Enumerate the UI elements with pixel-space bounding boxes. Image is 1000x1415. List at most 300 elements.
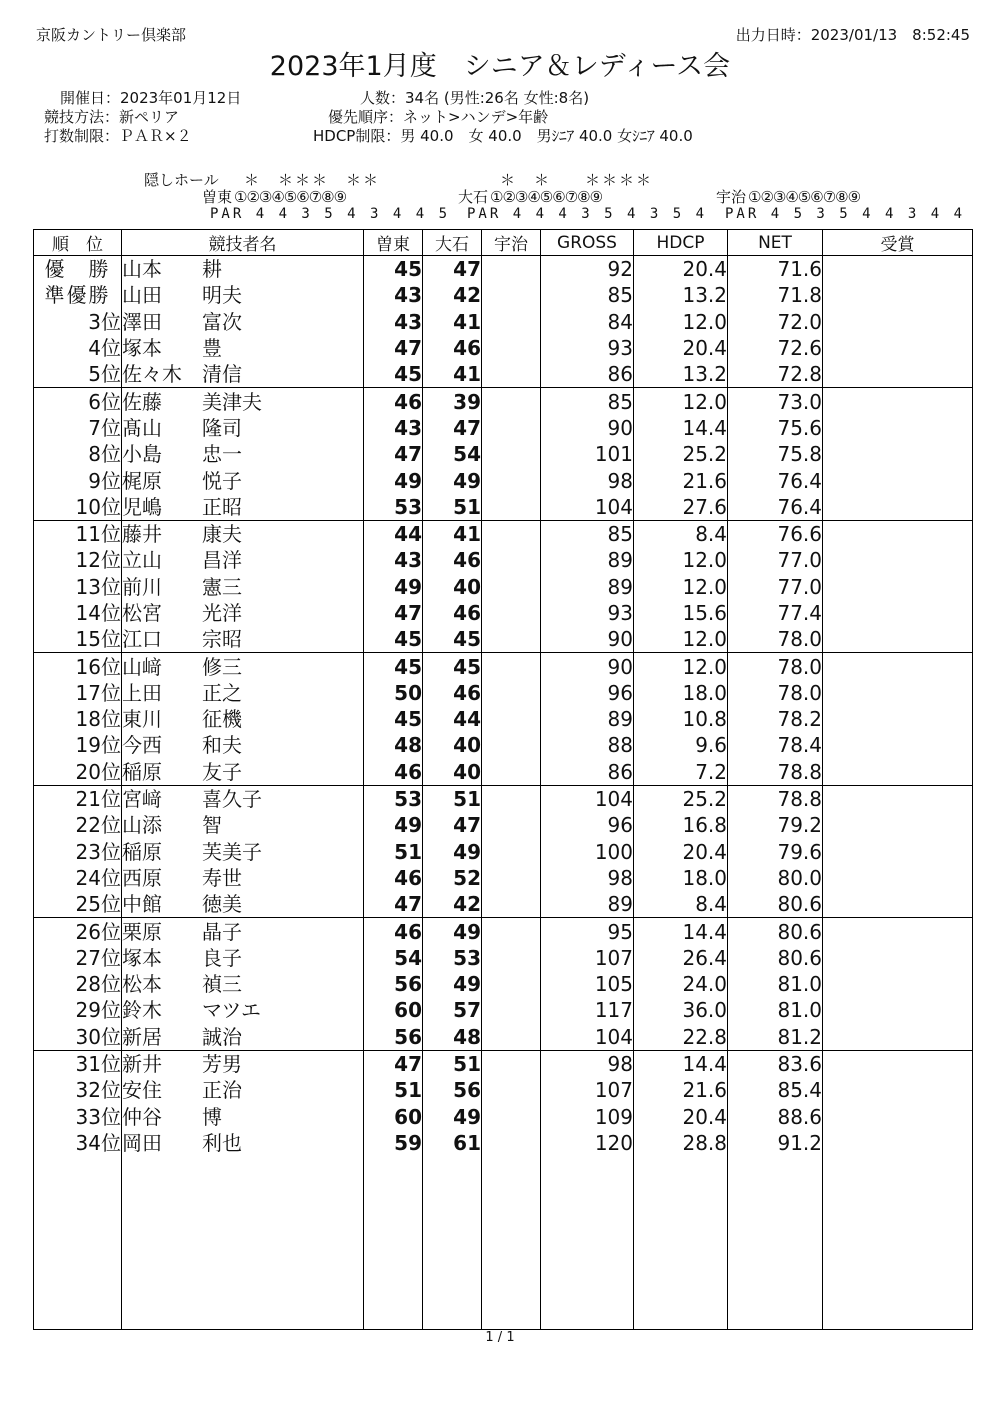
table-row [34,680,973,706]
family-name: 佐藤 [122,389,162,414]
sone-score-cell: 45 [364,626,423,653]
hdcp-cell: 12.0 [634,309,728,335]
player-name-cell [122,1130,364,1156]
event-date: 開催日：2023年01月12日 [60,89,242,107]
uji-score-cell [482,918,541,945]
oishi-score-cell: 40 [423,732,482,758]
oishi-score-cell: 41 [423,520,482,547]
results-body [34,256,973,1330]
gross-cell: 107 [541,1077,634,1103]
uji-score-cell [482,309,541,335]
uji-score-cell [482,1077,541,1103]
hole-numbers: ①②③④⑤⑥⑦⑧⑨ [490,188,603,206]
gross-cell: 86 [541,361,634,388]
printed-value: 2023/01/13 8:52:45 [810,26,970,44]
player-name-cell [122,653,364,680]
header-oishi: 大石 [423,230,482,256]
sone-score-cell: 46 [364,918,423,945]
club-name: 京阪カントリー倶楽部 [36,26,187,44]
filler-cell [728,1156,823,1329]
oishi-score-cell: 51 [423,785,482,812]
gross-cell: 101 [541,441,634,467]
net-cell: 75.8 [728,441,823,467]
table-row [34,1104,973,1130]
uji-score-cell [482,997,541,1023]
gross-cell: 96 [541,812,634,838]
given-name: 徳美 [202,892,242,917]
gross-cell: 96 [541,680,634,706]
sone-score-cell: 49 [364,812,423,838]
table-row [34,574,973,600]
hdcp-cell: 20.4 [634,839,728,865]
hdcp-cell: 12.0 [634,626,728,653]
sone-score-cell: 43 [364,282,423,308]
award-cell [823,706,973,732]
sone-score-cell: 60 [364,997,423,1023]
family-name: 西原 [122,865,162,890]
rank-cell: 18位 [34,706,122,732]
award-cell [823,494,973,521]
given-name: 豊 [202,336,222,361]
rank-cell: 4位 [34,335,122,361]
given-name: 隆司 [202,415,242,440]
given-name: 明夫 [202,283,242,308]
oishi-score-cell: 49 [423,1104,482,1130]
given-name: 晶子 [202,919,242,944]
given-name: マツエ [202,998,261,1023]
award-cell [823,812,973,838]
gross-cell: 93 [541,335,634,361]
table-row [34,865,973,891]
oishi-score-cell: 47 [423,812,482,838]
net-cell: 81.0 [728,997,823,1023]
player-name-cell [122,494,364,521]
sone-score-cell: 43 [364,547,423,573]
course-par-uji: PAR 4 5 3 5 4 4 3 4 4 [725,206,966,222]
net-cell: 77.0 [728,574,823,600]
player-name-cell [122,388,364,415]
sone-score-cell: 47 [364,600,423,626]
table-row [34,388,973,415]
player-name-cell [122,759,364,786]
rank-cell: 21位 [34,785,122,812]
oishi-score-cell: 45 [423,626,482,653]
family-name: 山﨑 [122,654,162,679]
hole-numbers: ①②③④⑤⑥⑦⑧⑨ [234,188,347,206]
oishi-score-cell: 54 [423,441,482,467]
player-count: 人数：34名 (男性:26名 女性:8名) [360,89,590,107]
table-row [34,494,973,521]
player-name-cell [122,574,364,600]
rank-cell: 34位 [34,1130,122,1156]
sone-score-cell: 47 [364,335,423,361]
family-name: 小島 [122,442,162,467]
given-name: 康夫 [202,522,242,547]
sone-score-cell: 56 [364,971,423,997]
given-name: 征機 [202,707,242,732]
family-name: 東川 [122,707,162,732]
table-row [34,918,973,945]
sone-score-cell: 49 [364,467,423,493]
uji-score-cell [482,494,541,521]
award-cell [823,309,973,335]
gross-cell: 88 [541,732,634,758]
player-name-cell [122,256,364,283]
gross-cell: 98 [541,865,634,891]
uji-score-cell [482,732,541,758]
uji-score-cell [482,256,541,283]
award-cell [823,441,973,467]
net-cell: 72.8 [728,361,823,388]
uji-score-cell [482,1024,541,1051]
rank-cell: 16位 [34,653,122,680]
net-cell: 79.6 [728,839,823,865]
table-row [34,335,973,361]
player-name-cell [122,865,364,891]
player-name-cell [122,600,364,626]
gross-cell: 120 [541,1130,634,1156]
gross-cell: 117 [541,997,634,1023]
uji-score-cell [482,971,541,997]
sone-score-cell: 51 [364,839,423,865]
uji-score-cell [482,785,541,812]
award-cell [823,520,973,547]
page-number: 1 / 1 [485,1330,515,1345]
player-name-cell [122,1104,364,1130]
gross-cell: 93 [541,600,634,626]
hdcp-cell: 15.6 [634,600,728,626]
printed-datetime [736,24,970,45]
oishi-score-cell: 52 [423,865,482,891]
gross-cell: 85 [541,520,634,547]
rank-cell: 33位 [34,1104,122,1130]
table-row [34,1130,973,1156]
player-name-cell [122,309,364,335]
page-title: 2023年1月度 シニア＆レディース会 [269,51,731,82]
gross-cell: 104 [541,1024,634,1051]
given-name: 誠治 [202,1024,242,1049]
uji-score-cell [482,759,541,786]
given-name: 昌洋 [202,548,242,573]
rank-cell: 26位 [34,918,122,945]
course-oishi [458,186,602,207]
gross-cell: 98 [541,1050,634,1077]
table-row [34,547,973,573]
family-name: 稲原 [122,759,162,784]
oishi-score-cell: 46 [423,335,482,361]
uji-score-cell [482,865,541,891]
uji-score-cell [482,335,541,361]
given-name: 憲三 [202,574,242,599]
table-header-row [34,230,973,256]
hidden-holes-label: 隠しホール [144,171,219,189]
given-name: 芙美子 [202,839,262,864]
family-name: 稲原 [122,839,162,864]
net-cell: 72.6 [728,335,823,361]
sone-score-cell: 46 [364,865,423,891]
gross-cell: 89 [541,706,634,732]
header-award: 受賞 [823,230,973,256]
given-name: 禎三 [202,972,242,997]
given-name: 正昭 [202,494,242,519]
filler-cell [423,1156,482,1329]
award-cell [823,1050,973,1077]
given-name: 正治 [202,1078,242,1103]
gross-cell: 90 [541,415,634,441]
net-cell: 85.4 [728,1077,823,1103]
rank-cell: 3位 [34,309,122,335]
net-cell: 78.2 [728,706,823,732]
gross-cell: 84 [541,309,634,335]
family-name: 佐々木 [122,362,182,387]
net-cell: 80.0 [728,865,823,891]
hdcp-cell: 18.0 [634,865,728,891]
uji-score-cell [482,467,541,493]
award-cell [823,361,973,388]
player-name-cell [122,335,364,361]
table-row [34,891,973,918]
player-name-cell [122,839,364,865]
table-row [34,309,973,335]
gross-cell: 100 [541,839,634,865]
hdcp-cell: 12.0 [634,547,728,573]
uji-score-cell [482,945,541,971]
net-cell: 78.0 [728,626,823,653]
uji-score-cell [482,415,541,441]
gross-cell: 104 [541,785,634,812]
uji-score-cell [482,361,541,388]
uji-score-cell [482,282,541,308]
rank-cell: 13位 [34,574,122,600]
hidden-marks-sone: ＊ ＊＊＊ ＊＊ [244,171,381,189]
award-cell [823,256,973,283]
table-row [34,600,973,626]
gross-cell: 95 [541,918,634,945]
player-name-cell [122,1050,364,1077]
sone-score-cell: 54 [364,945,423,971]
oishi-score-cell: 45 [423,653,482,680]
hdcp-cell: 14.4 [634,1050,728,1077]
award-cell [823,997,973,1023]
uji-score-cell [482,441,541,467]
family-name: 前川 [122,574,162,599]
rank-cell: 優 勝 [34,256,122,283]
net-cell: 80.6 [728,891,823,918]
header-sone: 曽東 [364,230,423,256]
net-cell: 78.4 [728,732,823,758]
given-name: 喜久子 [202,787,262,812]
rank-cell: 29位 [34,997,122,1023]
net-cell: 75.6 [728,415,823,441]
rank-cell: 20位 [34,759,122,786]
rank-cell: 17位 [34,680,122,706]
hdcp-cell: 28.8 [634,1130,728,1156]
hdcp-cell: 26.4 [634,945,728,971]
oishi-score-cell: 41 [423,309,482,335]
net-cell: 77.0 [728,547,823,573]
rank-cell: 10位 [34,494,122,521]
award-cell [823,1077,973,1103]
oishi-score-cell: 56 [423,1077,482,1103]
net-cell: 71.6 [728,256,823,283]
player-name-cell [122,918,364,945]
rank-cell: 5位 [34,361,122,388]
family-name: 宮﨑 [122,787,162,812]
net-cell: 73.0 [728,388,823,415]
header-gross: GROSS [541,230,634,256]
header-net: NET [728,230,823,256]
given-name: 耕 [202,257,222,282]
course-par-sone: PAR 4 4 3 5 4 3 4 4 5 [210,206,451,222]
filler-cell [482,1156,541,1329]
hdcp-cell: 8.4 [634,520,728,547]
sone-score-cell: 47 [364,441,423,467]
family-name: 新居 [122,1024,162,1049]
table-row [34,812,973,838]
course-name: 宇治 [716,188,747,206]
family-name: 山田 [122,283,162,308]
given-name: 寿世 [202,865,242,890]
hdcp-cell: 9.6 [634,732,728,758]
competition-method: 競技方法：新ペリア [44,108,180,126]
filler-cell [34,1156,122,1329]
hdcp-cell: 20.4 [634,256,728,283]
sone-score-cell: 45 [364,653,423,680]
player-name-cell [122,706,364,732]
sone-score-cell: 45 [364,361,423,388]
net-cell: 72.0 [728,309,823,335]
oishi-score-cell: 40 [423,574,482,600]
given-name: 和夫 [202,733,242,758]
sone-score-cell: 56 [364,1024,423,1051]
sone-score-cell: 46 [364,759,423,786]
award-cell [823,467,973,493]
hidden-marks-oishi: ＊ ＊ ＊＊＊＊ [500,171,654,189]
rank-cell: 32位 [34,1077,122,1103]
table-filler-row [34,1156,973,1329]
hdcp-cell: 27.6 [634,494,728,521]
player-name-cell [122,945,364,971]
sone-score-cell: 45 [364,706,423,732]
gross-cell: 92 [541,256,634,283]
oishi-score-cell: 49 [423,918,482,945]
oishi-score-cell: 41 [423,361,482,388]
filler-cell [634,1156,728,1329]
rank-cell: 15位 [34,626,122,653]
player-name-cell [122,971,364,997]
hdcp-cell: 22.8 [634,1024,728,1051]
given-name: 忠一 [202,442,242,467]
family-name: 塚本 [122,336,162,361]
hdcp-cell: 18.0 [634,680,728,706]
award-cell [823,732,973,758]
course-name: 大石 [458,188,489,206]
hdcp-cell: 21.6 [634,1077,728,1103]
player-name-cell [122,467,364,493]
sone-score-cell: 43 [364,415,423,441]
rank-cell: 9位 [34,467,122,493]
filler-cell [541,1156,634,1329]
hdcp-cell: 20.4 [634,1104,728,1130]
hdcp-cell: 24.0 [634,971,728,997]
award-cell [823,891,973,918]
sone-score-cell: 48 [364,732,423,758]
uji-score-cell [482,706,541,732]
oishi-score-cell: 46 [423,680,482,706]
hdcp-cell: 25.2 [634,441,728,467]
family-name: 岡田 [122,1130,162,1155]
award-cell [823,653,973,680]
gross-cell: 105 [541,971,634,997]
award-cell [823,680,973,706]
uji-score-cell [482,891,541,918]
hdcp-cell: 12.0 [634,653,728,680]
hdcp-cell: 20.4 [634,335,728,361]
table-row [34,520,973,547]
hdcp-cell: 14.4 [634,918,728,945]
course-name: 曽東 [202,188,233,206]
header-rank: 順 位 [34,230,122,256]
player-name-cell [122,626,364,653]
hdcp-cell: 10.8 [634,706,728,732]
net-cell: 83.6 [728,1050,823,1077]
family-name: 山本 [122,257,162,282]
family-name: 上田 [122,680,162,705]
uji-score-cell [482,574,541,600]
gross-cell: 89 [541,891,634,918]
table-row [34,785,973,812]
given-name: 正之 [202,680,242,705]
given-name: 芳男 [202,1052,242,1077]
net-cell: 78.0 [728,653,823,680]
player-name-cell [122,282,364,308]
sone-score-cell: 53 [364,494,423,521]
given-name: 智 [202,813,222,838]
table-row [34,653,973,680]
award-cell [823,282,973,308]
table-row [34,732,973,758]
uji-score-cell [482,626,541,653]
sone-score-cell: 47 [364,1050,423,1077]
family-name: 立山 [122,548,162,573]
award-cell [823,865,973,891]
given-name: 良子 [202,945,242,970]
filler-cell [122,1156,364,1329]
given-name: 修三 [202,654,242,679]
uji-score-cell [482,1050,541,1077]
uji-score-cell [482,812,541,838]
gross-cell: 85 [541,388,634,415]
hdcp-cell: 36.0 [634,997,728,1023]
player-name-cell [122,441,364,467]
family-name: 今西 [122,733,162,758]
given-name: 清信 [202,362,242,387]
player-name-cell [122,785,364,812]
family-name: 塚本 [122,945,162,970]
table-row [34,626,973,653]
table-row [34,467,973,493]
net-cell: 78.0 [728,680,823,706]
oishi-score-cell: 40 [423,759,482,786]
award-cell [823,785,973,812]
given-name: 悦子 [202,468,242,493]
oishi-score-cell: 46 [423,547,482,573]
table-row [34,1024,973,1051]
award-cell [823,574,973,600]
given-name: 光洋 [202,601,242,625]
rank-cell: 6位 [34,388,122,415]
family-name: 澤田 [122,309,162,334]
